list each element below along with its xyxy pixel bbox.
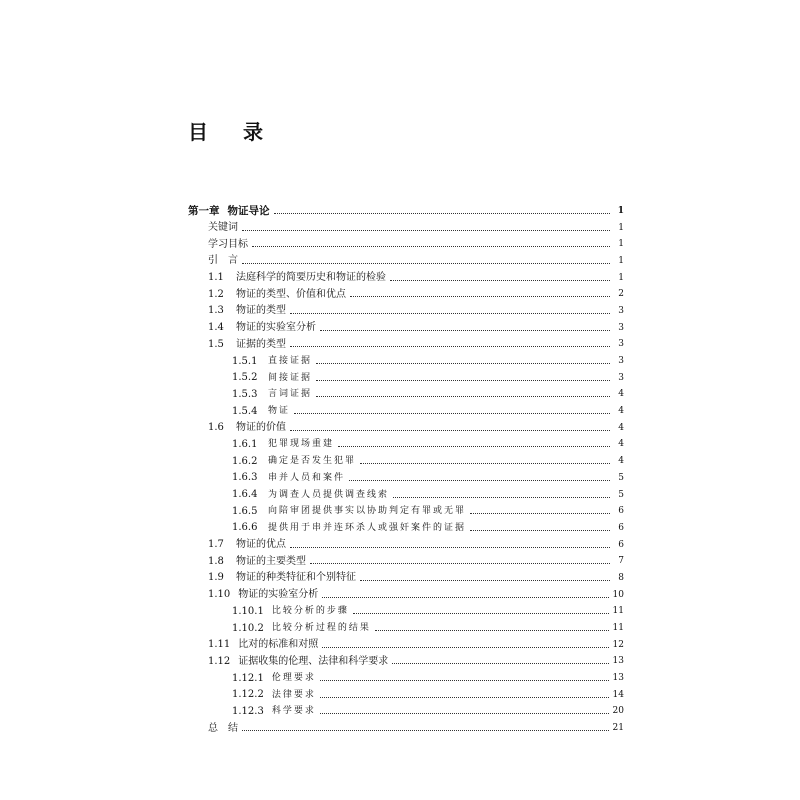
toc-entry-title: 比较分析的步骤 — [271, 606, 349, 617]
dot-leader — [322, 597, 608, 598]
toc-entry-title: 总 结 — [208, 722, 238, 734]
toc-entry-number: 1.6.4 — [232, 489, 258, 501]
toc-entry-title: 向陪审团提供事实以协助判定有罪或无罪 — [268, 506, 467, 517]
dot-leader — [360, 463, 610, 464]
dot-leader — [390, 280, 610, 281]
toc-entry-title: 法庭科学的简要历史和物证的检验 — [236, 272, 386, 284]
toc-entry-number: 1.5.3 — [232, 388, 258, 400]
toc-entry-number: 1.12.3 — [232, 705, 264, 717]
dot-leader — [353, 613, 609, 614]
dot-leader — [290, 313, 610, 314]
toc-entry-title: 科学要求 — [271, 706, 316, 717]
dot-leader — [320, 697, 609, 698]
dot-leader — [242, 263, 610, 264]
toc-entry — [188, 687, 624, 704]
toc-entry-title: 物证的类型、价值和优点 — [236, 288, 346, 300]
toc-entry-number: 1.10 — [208, 589, 231, 601]
toc-entry-number: 1.1 — [208, 272, 224, 284]
toc-entry-title: 比较分析过程的结果 — [271, 623, 371, 634]
toc-entry — [188, 587, 624, 604]
toc-entry-number: 1.6.1 — [232, 438, 258, 450]
toc-entry — [188, 570, 624, 587]
toc-entry-number: 1.5.1 — [232, 355, 258, 367]
toc-entry — [188, 503, 624, 520]
toc-entry-number: 1.5.4 — [232, 405, 258, 417]
dot-leader — [290, 547, 610, 548]
toc-entry-title: 言词证据 — [268, 389, 313, 400]
toc-entry-page-number: 11 — [612, 606, 624, 617]
toc-entry-page-number: 13 — [612, 656, 624, 667]
toc-entry-number: 1.10.1 — [232, 605, 264, 617]
dot-leader — [310, 563, 610, 564]
toc-entry-page-number: 11 — [612, 623, 624, 634]
toc-entry-number: 1.7 — [208, 539, 224, 551]
toc-entry-page-number: 1 — [618, 272, 624, 283]
toc-entry-page-number: 4 — [618, 389, 624, 400]
toc-entry-title: 物证的实验室分析 — [236, 322, 316, 334]
toc-entry — [188, 453, 624, 470]
toc-entry-number: 1.5.2 — [232, 372, 258, 384]
page-title: 目 录 — [188, 120, 277, 144]
dot-leader — [242, 730, 609, 731]
toc-entry-title: 引 言 — [208, 255, 238, 267]
toc-entry — [188, 437, 624, 454]
toc-entry-number: 1.8 — [208, 555, 224, 567]
dot-leader — [274, 213, 611, 214]
toc-entry-number: 第一章 — [188, 205, 220, 218]
toc-entry-title: 物证 — [268, 406, 291, 417]
toc-entry-number: 1.4 — [208, 322, 224, 334]
toc-entry-page-number: 4 — [618, 422, 624, 433]
toc-entry-number: 1.6.3 — [232, 472, 258, 484]
toc-entry-page-number: 2 — [618, 289, 624, 300]
toc-entry-title: 间接证据 — [268, 372, 313, 383]
toc-entry-title: 犯罪现场重建 — [268, 439, 335, 450]
toc-entry-title: 物证导论 — [227, 205, 270, 218]
toc-entry — [188, 270, 624, 287]
toc-entry — [188, 403, 624, 420]
toc-entry-number: 1.6.6 — [232, 522, 258, 534]
toc-entry — [188, 420, 624, 437]
toc-entry-page-number: 13 — [612, 673, 624, 684]
dot-leader — [470, 513, 610, 514]
toc-entry-title: 物证的主要类型 — [236, 555, 306, 567]
toc-entry-page-number: 5 — [618, 472, 624, 483]
toc-entry-page-number: 1 — [618, 239, 624, 250]
toc-entry-title: 直接证据 — [268, 356, 313, 367]
toc-entry-page-number: 6 — [618, 506, 624, 517]
dot-leader — [316, 363, 610, 364]
dot-leader — [393, 497, 610, 498]
toc-entry-number: 1.6.5 — [232, 505, 258, 517]
toc-entry-number: 1.3 — [208, 305, 224, 317]
toc-entry — [188, 720, 624, 737]
toc-entry — [188, 487, 624, 504]
toc-entry-number: 1.2 — [208, 288, 224, 300]
dot-leader — [290, 430, 610, 431]
toc-entry-title: 物证的价值 — [236, 422, 286, 434]
toc-entry-page-number: 1 — [618, 222, 624, 233]
toc-entry-page-number: 1 — [618, 255, 624, 266]
toc-entry — [188, 253, 624, 270]
toc-entry-number: 1.12.2 — [232, 689, 264, 701]
dot-leader — [320, 680, 609, 681]
table-of-contents — [188, 203, 624, 737]
toc-entry — [188, 654, 624, 671]
toc-entry — [188, 303, 624, 320]
toc-entry-page-number: 4 — [618, 456, 624, 467]
toc-entry — [188, 620, 624, 637]
toc-entry — [188, 236, 624, 253]
toc-entry — [188, 470, 624, 487]
toc-entry-page-number: 10 — [612, 589, 624, 600]
dot-leader — [360, 580, 610, 581]
toc-entry-page-number: 8 — [618, 572, 624, 583]
toc-entry-title: 提供用于串并连环杀人或强奸案件的证据 — [268, 522, 467, 533]
toc-entry-page-number: 1 — [617, 205, 624, 216]
toc-entry-number: 1.9 — [208, 572, 224, 584]
toc-entry-page-number: 3 — [618, 356, 624, 367]
dot-leader — [375, 630, 609, 631]
toc-entry — [188, 637, 624, 654]
toc-entry-number: 1.12.1 — [232, 672, 264, 684]
toc-entry-page-number: 12 — [612, 639, 624, 650]
dot-leader — [350, 296, 610, 297]
toc-entry-number: 1.10.2 — [232, 622, 264, 634]
toc-entry-title: 为调查人员提供调查线索 — [268, 489, 390, 500]
toc-entry-title: 确定是否发生犯罪 — [268, 456, 357, 467]
toc-entry-title: 物证的实验室分析 — [238, 589, 319, 601]
toc-entry-title: 关键词 — [208, 222, 238, 234]
toc-entry-page-number: 20 — [612, 706, 624, 717]
toc-entry — [188, 370, 624, 387]
dot-leader — [392, 663, 608, 664]
toc-entry-title: 证据收集的伦理、法律和科学要求 — [238, 655, 389, 667]
toc-entry — [188, 337, 624, 354]
toc-entry-page-number: 6 — [618, 539, 624, 550]
toc-entry-page-number: 6 — [618, 522, 624, 533]
dot-leader — [316, 396, 610, 397]
toc-entry-page-number: 14 — [612, 689, 624, 700]
toc-entry-number: 1.6 — [208, 422, 224, 434]
toc-entry — [188, 537, 624, 554]
toc-entry-title: 伦理要求 — [271, 673, 316, 684]
dot-leader — [349, 480, 610, 481]
toc-entry-title: 比对的标准和对照 — [238, 639, 319, 651]
toc-entry-page-number: 4 — [618, 406, 624, 417]
toc-entry-number: 1.11 — [208, 639, 231, 651]
toc-entry-page-number: 3 — [618, 305, 624, 316]
dot-leader — [294, 413, 610, 414]
toc-entry-page-number: 3 — [618, 339, 624, 350]
dot-leader — [290, 346, 610, 347]
toc-entry-page-number: 3 — [618, 372, 624, 383]
dot-leader — [338, 446, 610, 447]
toc-entry-page-number: 21 — [612, 723, 624, 734]
dot-leader — [316, 380, 610, 381]
toc-entry — [188, 553, 624, 570]
toc-entry-page-number: 7 — [618, 556, 624, 567]
toc-entry-title: 物证的优点 — [236, 539, 286, 551]
toc-entry-title: 物证的种类特征和个别特征 — [236, 572, 356, 584]
toc-entry-page-number: 4 — [618, 439, 624, 450]
dot-leader — [470, 530, 610, 531]
toc-entry — [188, 320, 624, 337]
toc-entry-title: 串并人员和案件 — [268, 472, 346, 483]
toc-entry — [188, 670, 624, 687]
toc-entry — [188, 704, 624, 721]
toc-entry — [188, 520, 624, 537]
toc-entry — [188, 387, 624, 404]
toc-entry-title: 证据的类型 — [236, 338, 286, 350]
toc-entry-page-number: 3 — [618, 322, 624, 333]
toc-entry — [188, 220, 624, 237]
toc-entry-title: 学习目标 — [208, 238, 248, 250]
toc-entry-page-number: 5 — [618, 489, 624, 500]
toc-entry-number: 1.6.2 — [232, 455, 258, 467]
dot-leader — [322, 647, 608, 648]
toc-entry — [188, 286, 624, 303]
toc-entry-number: 1.12 — [208, 655, 231, 667]
toc-entry — [188, 203, 624, 220]
toc-entry-number: 1.5 — [208, 338, 224, 350]
toc-entry-title: 物证的类型 — [236, 305, 286, 317]
dot-leader — [320, 713, 609, 714]
toc-entry — [188, 604, 624, 621]
toc-entry — [188, 353, 624, 370]
dot-leader — [242, 230, 610, 231]
toc-entry-title: 法律要求 — [271, 689, 316, 700]
dot-leader — [252, 246, 610, 247]
dot-leader — [320, 330, 610, 331]
